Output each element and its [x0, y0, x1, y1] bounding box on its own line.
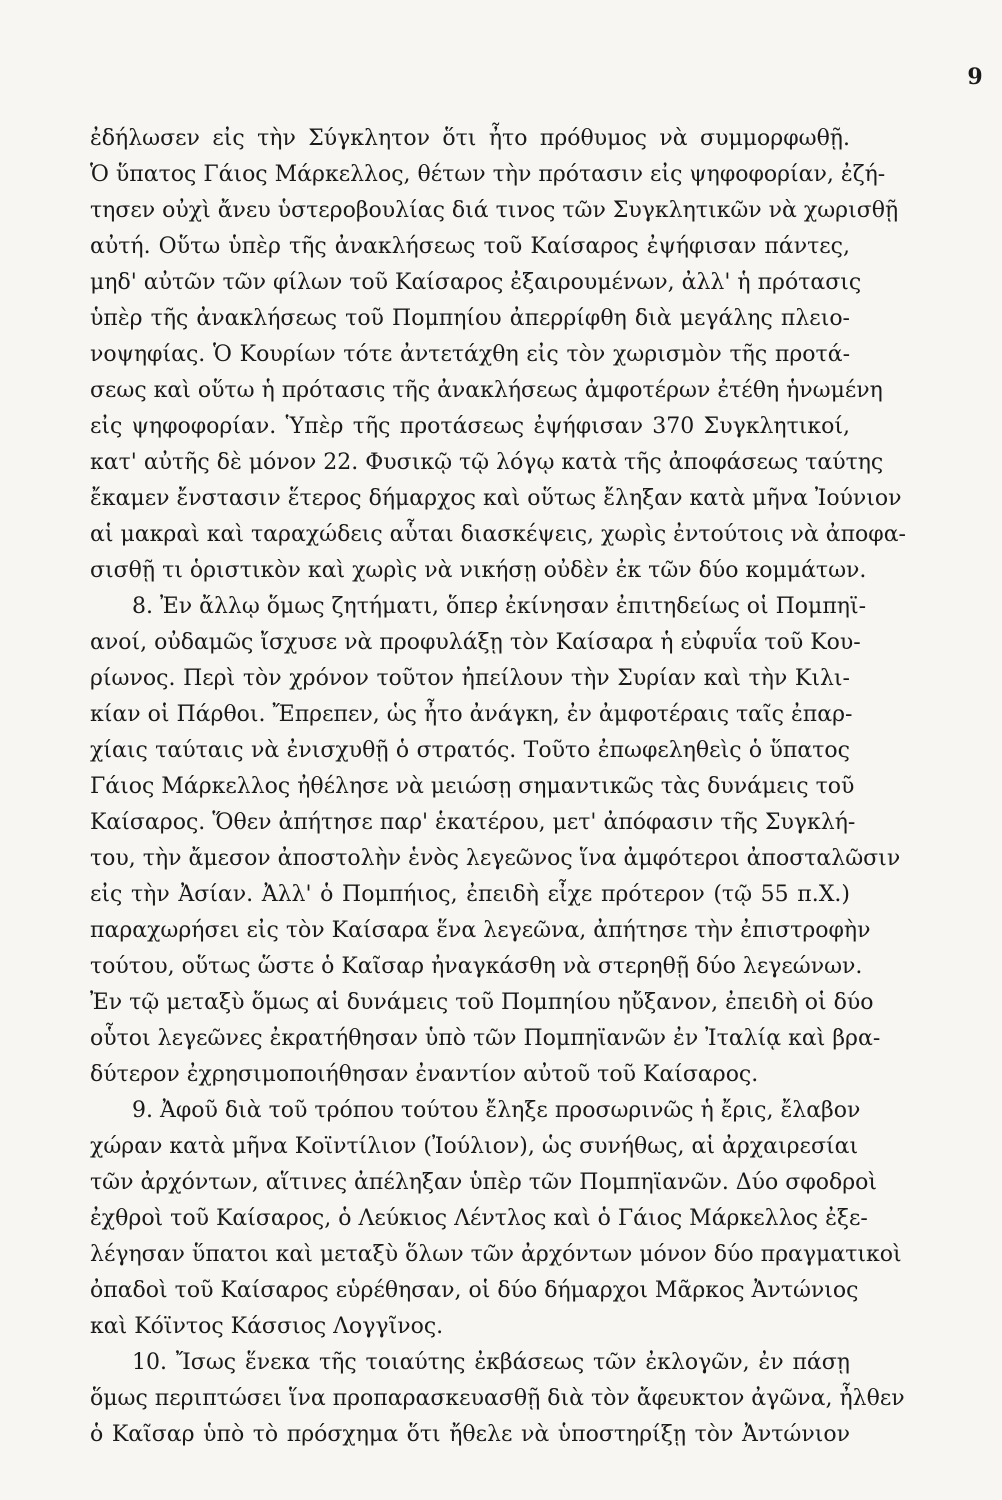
text-line: δύτερον ἐχρησιμοποιήθησαν ἐναντίον αὐτοῦ τοῦ Καίσαρος.: [90, 1062, 759, 1087]
text-line: χώραν κατὰ μῆνα Κοϊντίλιον (Ἰούλιον), ὡς συνήθως, αἱ ἀρχαιρεσίαι: [90, 1134, 859, 1159]
text-line: Ὁ ὕπατος Γάιος Μάρκελλος, θέτων τὴν πρότασιν εἰς ψηφοφορίαν, ἐζή-: [90, 162, 886, 187]
text-line: Γάιος Μάρκελλος ἠθέλησε νὰ μειώσῃ σημαντικῶς τὰς δυνάμεις τοῦ: [90, 774, 855, 799]
text-line: ανοί, οὐδαμῶς ἴσχυσε νὰ προφυλάξῃ τὸν Καίσαρα ἡ εὐφυΐα τοῦ Κου-: [90, 630, 861, 655]
text-line: τησεν οὐχὶ ἄνευ ὑστεροβουλίας διά τινος τῶν Συγκλητικῶν νὰ χωρισθῇ: [90, 198, 899, 223]
text-line: οὗτοι λεγεῶνες ἐκρατήθησαν ὑπὸ τῶν Πομπηϊανῶν ἐν Ἰταλίᾳ καὶ βρα-: [90, 1026, 881, 1051]
text-line: καὶ Κόϊντος Κάσσιος Λογγῖνος.: [90, 1314, 444, 1339]
text-line: ὀπαδοὶ τοῦ Καίσαρος εὑρέθησαν, οἱ δύο δήμαρχοι Μᾶρκος Ἀντώνιος: [90, 1278, 859, 1303]
paragraph-start-line: 8. Ἐν ἄλλῳ ὅμως ζητήματι, ὅπερ ἐκίνησαν ἐπιτηδείως οἱ Πομπηϊ-: [132, 594, 867, 619]
text-line: ὑπὲρ τῆς ἀνακλήσεως τοῦ Πομπηίου ἀπερρίφθη διὰ μεγάλης πλειο-: [90, 306, 850, 331]
text-line: ἐχθροὶ τοῦ Καίσαρος, ὁ Λεύκιος Λέντλος καὶ ὁ Γάιος Μάρκελλος ἐξε-: [90, 1206, 868, 1231]
text-line: χίαις ταύταις νὰ ἐνισχυθῇ ὁ στρατός. Τοῦτο ἐπωφεληθεὶς ὁ ὕπατος: [90, 738, 850, 763]
text-line: σεως καὶ οὕτω ἡ πρότασις τῆς ἀνακλήσεως ἀμφοτέρων ἐτέθη ἡνωμένη: [90, 378, 883, 403]
paragraph-start-line: 10. Ἴσως ἕνεκα τῆς τοιαύτης ἐκβάσεως τῶν ἐκλογῶν, ἐν πάσῃ: [132, 1350, 850, 1375]
text-line: ἐδήλωσεν εἰς τὴν Σύγκλητον ὅτι ἦτο πρόθυμος νὰ συμμορφωθῇ.: [90, 126, 850, 151]
text-line: παραχωρήσει εἰς τὸν Καίσαρα ἕνα λεγεῶνα, ἀπήτησε τὴν ἐπιστροφὴν: [90, 918, 871, 943]
paragraph-start-line: 9. Ἀφοῦ διὰ τοῦ τρόπου τούτου ἔληξε προσωρινῶς ἡ ἔρις, ἔλαβον: [132, 1098, 861, 1123]
text-line: μηδ' αὐτῶν τῶν φίλων τοῦ Καίσαρος ἐξαιρουμένων, ἀλλ' ἡ πρότασις: [90, 270, 862, 295]
text-line: εἰς τὴν Ἀσίαν. Ἀλλ' ὁ Πομπήιος, ἐπειδὴ εἶχε πρότερον (τῷ 55 π.Χ.): [90, 882, 850, 907]
text-line: αὐτή. Οὕτω ὑπὲρ τῆς ἀνακλήσεως τοῦ Καίσαρος ἐψήφισαν πάντες,: [90, 234, 850, 259]
text-line: τούτου, οὕτως ὥστε ὁ Καῖσαρ ἠναγκάσθη νὰ στερηθῇ δύο λεγεώνων.: [90, 954, 863, 979]
text-line: κίαν οἱ Πάρθοι. Ἔπρεπεν, ὡς ἦτο ἀνάγκη, ἐν ἀμφοτέραις ταῖς ἐπαρ-: [90, 702, 853, 727]
text-line: ὁ Καῖσαρ ὑπὸ τὸ πρόσχημα ὅτι ἤθελε νὰ ὑποστηρίξῃ τὸν Ἀντώνιον: [90, 1422, 850, 1447]
text-line: ἔκαμεν ἔνστασιν ἕτερος δήμαρχος καὶ οὕτως ἔληξαν κατὰ μῆνα Ἰούνιον: [90, 486, 902, 511]
text-line: ὅμως περιπτώσει ἵνα προπαρασκευασθῇ διὰ τὸν ἄφευκτον ἀγῶνα, ἦλθεν: [90, 1386, 905, 1411]
text-line: ρίωνος. Περὶ τὸν χρόνον τοῦτον ἠπείλουν τὴν Συρίαν καὶ τὴν Κιλι-: [90, 666, 850, 691]
text-line: κατ' αὐτῆς δὲ μόνον 22. Φυσικῷ τῷ λόγῳ κατὰ τῆς ἀποφάσεως ταύτης: [90, 450, 884, 475]
text-line: νοψηφίας. Ὁ Κουρίων τότε ἀντετάχθη εἰς τὸν χωρισμὸν τῆς προτά-: [90, 342, 850, 367]
text-line: σισθῇ τι ὁριστικὸν καὶ χωρὶς νὰ νικήσῃ οὐδὲν ἐκ τῶν δύο κομμάτων.: [90, 558, 867, 583]
text-line: εἰς ψηφοφορίαν. Ὑπὲρ τῆς προτάσεως ἐψήφισαν 370 Συγκλητικοί,: [90, 414, 850, 439]
text-line: Καίσαρος. Ὅθεν ἀπήτησε παρ' ἑκατέρου, μετ' ἀπόφασιν τῆς Συγκλή-: [90, 810, 856, 835]
text-line: λέγησαν ὕπατοι καὶ μεταξὺ ὅλων τῶν ἀρχόντων μόνον δύο πραγματικοὶ: [90, 1242, 902, 1267]
text-line: του, τὴν ἄμεσον ἀποστολὴν ἑνὸς λεγεῶνος ἵνα ἀμφότεροι ἀποσταλῶσιν: [90, 846, 901, 871]
text-line: τῶν ἀρχόντων, αἵτινες ἀπέληξαν ὑπὲρ τῶν Πομπηϊανῶν. Δύο σφοδροὶ: [90, 1170, 878, 1195]
text-line: Ἐν τῷ μεταξὺ ὅμως αἱ δυνάμεις τοῦ Πομπηίου ηὔξανον, ἐπειδὴ οἱ δύο: [90, 990, 874, 1015]
text-line: αἱ μακραὶ καὶ ταραχώδεις αὗται διασκέψεις, χωρὶς ἐντούτοις νὰ ἀποφα-: [90, 522, 906, 547]
page-number: 9: [967, 64, 983, 90]
